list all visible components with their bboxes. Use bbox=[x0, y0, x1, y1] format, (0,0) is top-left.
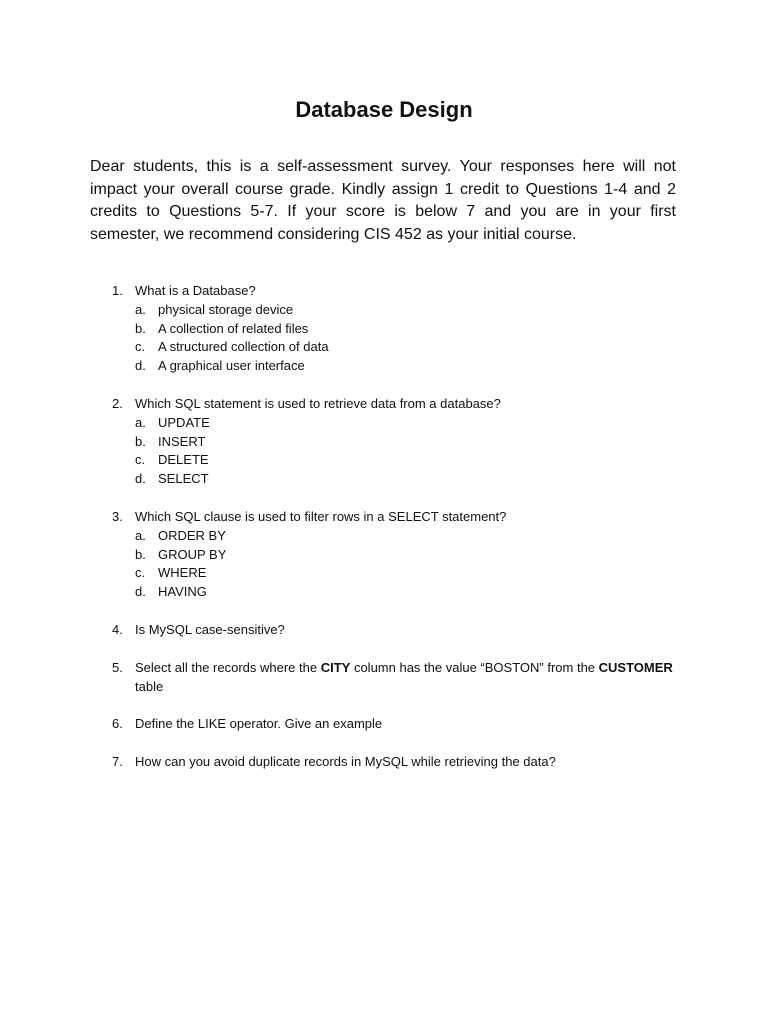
option-letter: c. bbox=[135, 339, 146, 355]
option-letter: a. bbox=[135, 301, 146, 317]
option-list bbox=[135, 414, 690, 489]
option-text: WHERE bbox=[158, 565, 207, 581]
option-letter: b. bbox=[135, 433, 146, 449]
option-letter: a. bbox=[135, 414, 146, 430]
option-list bbox=[135, 527, 690, 602]
option-item bbox=[135, 470, 690, 489]
city-column-name: CITY bbox=[320, 659, 351, 675]
question-number: 5. bbox=[112, 659, 123, 675]
question-text-part: Select all the records where the bbox=[135, 659, 321, 675]
option-letter: d. bbox=[135, 584, 146, 600]
question-text-part: column has the value “BOSTON” from the bbox=[350, 659, 599, 675]
question-item bbox=[90, 508, 690, 602]
question-item bbox=[90, 753, 690, 772]
question-item bbox=[90, 282, 690, 376]
option-text: A collection of related files bbox=[158, 320, 309, 336]
option-text: INSERT bbox=[158, 433, 206, 449]
question-item bbox=[90, 659, 690, 697]
option-letter: b. bbox=[135, 320, 146, 336]
question-number: 2. bbox=[112, 395, 123, 411]
option-letter: d. bbox=[135, 358, 146, 374]
question-number: 1. bbox=[112, 283, 123, 298]
question-number: 7. bbox=[112, 754, 123, 770]
option-text: HAVING bbox=[158, 584, 207, 600]
question-item bbox=[90, 395, 690, 489]
question-list bbox=[90, 282, 690, 791]
question-text: Which SQL statement is used to retrieve data from a database? bbox=[135, 395, 501, 411]
option-text: ORDER BY bbox=[158, 527, 226, 543]
option-item bbox=[135, 451, 690, 470]
option-item bbox=[135, 527, 690, 546]
option-letter: d. bbox=[135, 471, 146, 487]
option-letter: c. bbox=[135, 452, 146, 468]
option-letter: a. bbox=[135, 527, 146, 543]
option-text: A structured collection of data bbox=[158, 339, 329, 355]
option-item bbox=[135, 546, 690, 565]
question-number: 4. bbox=[112, 621, 123, 637]
option-item bbox=[135, 433, 690, 452]
question-text: Is MySQL case-sensitive? bbox=[135, 621, 285, 637]
option-item bbox=[135, 583, 690, 602]
option-text: physical storage device bbox=[158, 301, 294, 317]
option-letter: b. bbox=[135, 546, 146, 562]
option-item bbox=[135, 338, 690, 357]
option-item bbox=[135, 320, 690, 339]
option-item bbox=[135, 357, 690, 376]
option-item bbox=[135, 301, 690, 320]
option-text: A graphical user interface bbox=[158, 358, 305, 374]
option-text: UPDATE bbox=[158, 414, 210, 430]
question-item bbox=[90, 621, 690, 640]
question-number: 3. bbox=[112, 508, 123, 524]
question-text: Which SQL clause is used to filter rows in a SELECT statement? bbox=[135, 508, 507, 524]
option-list bbox=[135, 301, 690, 376]
question-text: How can you avoid duplicate records in MySQL while retrieving the data? bbox=[135, 754, 556, 770]
customer-table-name: CUSTOMER bbox=[598, 659, 673, 675]
option-item bbox=[135, 414, 690, 433]
question-text-part: table bbox=[135, 678, 164, 694]
question-number: 6. bbox=[112, 716, 123, 732]
question-text: What is a Database? bbox=[135, 283, 256, 298]
question-text bbox=[135, 660, 673, 694]
document-title: Database Design bbox=[295, 97, 473, 122]
option-letter: c. bbox=[135, 565, 146, 581]
option-item bbox=[135, 564, 690, 583]
option-text: DELETE bbox=[158, 452, 209, 468]
option-text: SELECT bbox=[158, 471, 209, 487]
question-item bbox=[90, 715, 690, 734]
intro-paragraph: Dear students, this is a self-assessment survey. Your responses here will not impact your overall course grade. Kindly assign 1 credit to Questions 1-4 and 2 credits to Questions 5-7. If your score is below 7 and you are in your first semester, we recommend considering CIS 452 as your initial course. bbox=[90, 158, 676, 243]
question-text: Define the LIKE operator. Give an example bbox=[135, 716, 383, 732]
option-text: GROUP BY bbox=[158, 546, 227, 562]
